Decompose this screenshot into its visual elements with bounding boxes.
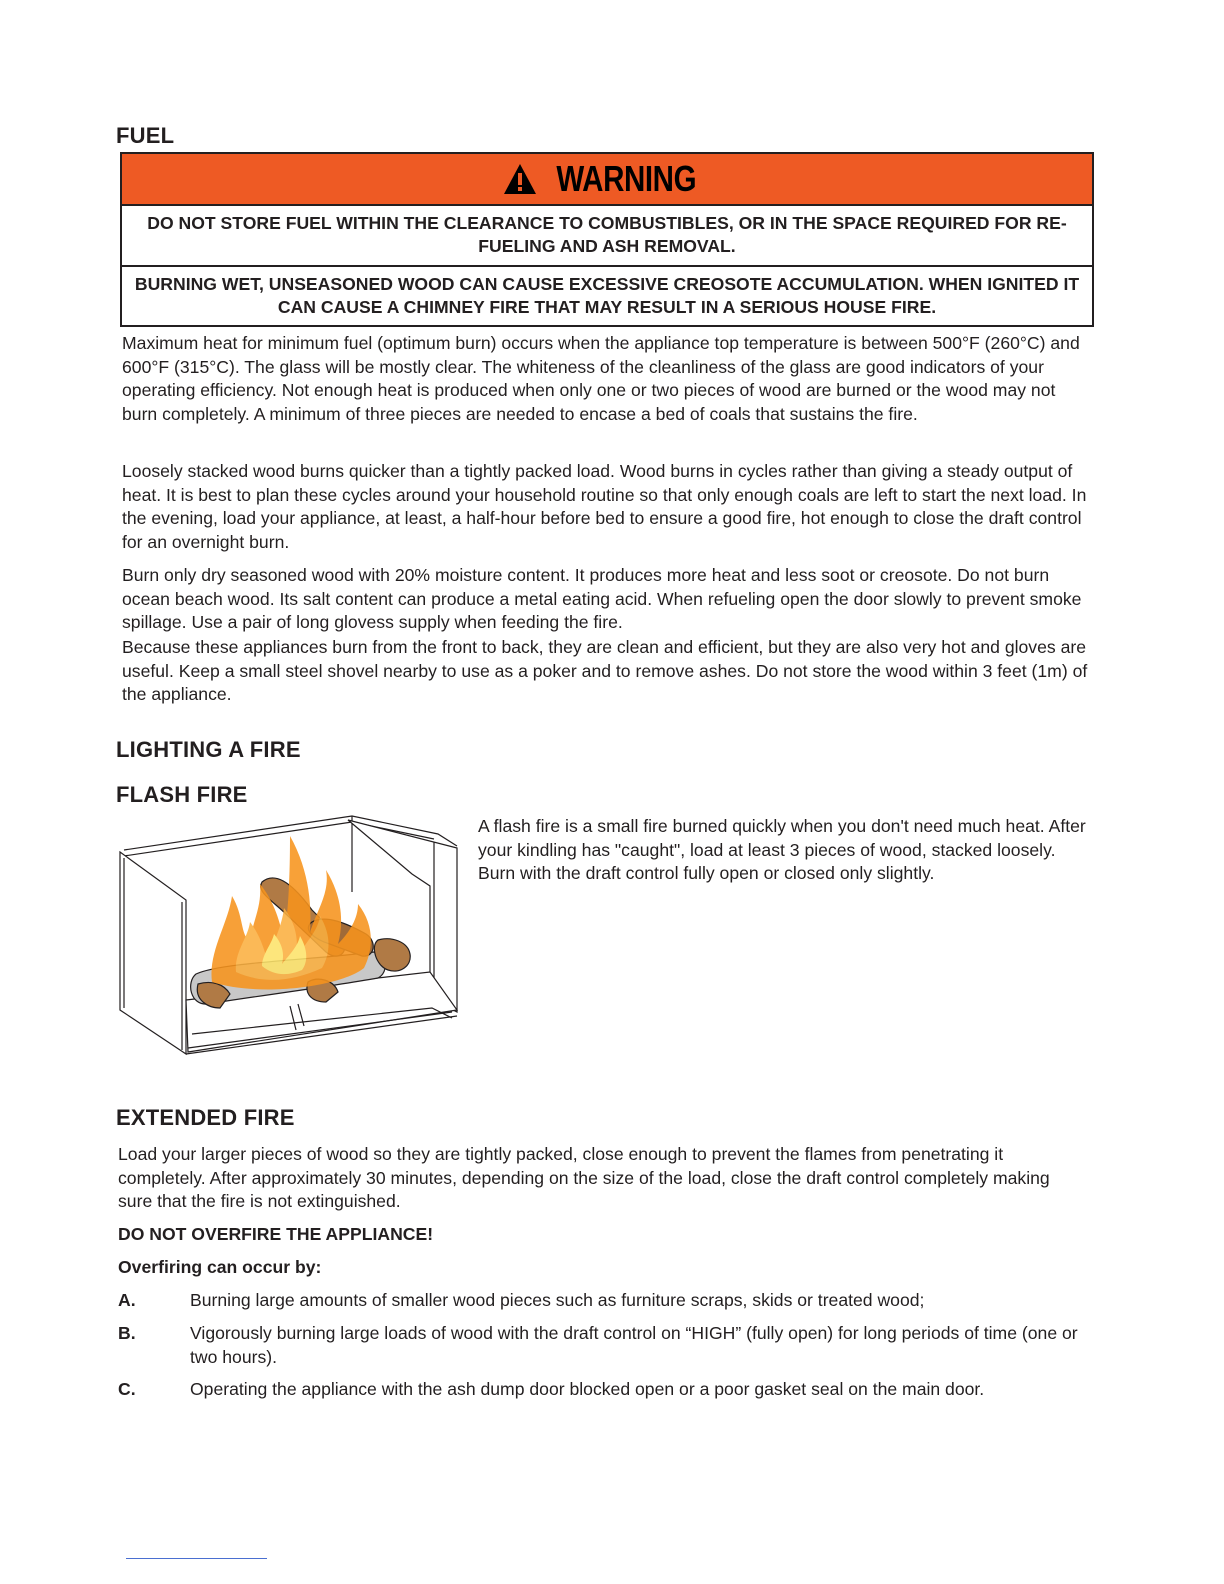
fuel-paragraph-1: Maximum heat for minimum fuel (optimum burn) occurs when the appliance top temperature is between 500°F (260°C) and 600°F (315°C). The glass will be mostly clear. The whiteness of the cleanliness of the glass are good indicators of your operating efficiency. Not enough heat is produced when only one or two pieces of wood are burned or the wood may not burn completely. A minimum of three pieces are needed to encase a bed of coals that sustains the fire. bbox=[122, 333, 1080, 424]
flash-fire-text: A flash fire is a small fire burned quickly when you don't need much heat. After your kindling has "caught", load at least 3 pieces of wood, stacked loosely. Burn with the draft control fully open or closed only slightly. bbox=[478, 816, 1086, 884]
fireplace-fire-icon bbox=[112, 812, 468, 1060]
extended-fire-heading: EXTENDED FIRE bbox=[116, 1105, 295, 1130]
list-item bbox=[118, 1378, 1098, 1404]
overfire-caution: DO NOT OVERFIRE THE APPLIANCE! bbox=[118, 1224, 434, 1244]
fuel-paragraph-4: Because these appliances burn from the front to back, they are clean and efficient, but they are also very hot and gloves are useful. Keep a small steel shovel nearby to use as a poker and to remove ashes. Do not store the wood within 3 feet (1m) of the appliance. bbox=[122, 637, 1088, 705]
list-item-letter: A. bbox=[118, 1290, 136, 1310]
warning-line-creosote: BURNING WET, UNSEASONED WOOD CAN CAUSE EXCESSIVE CREOSOTE ACCUMULATION. WHEN IGNITED IT CAN CAUSE A CHIMNEY FIRE THAT MAY RESULT IN A SERIOUS HOUSE FIRE. bbox=[134, 274, 1080, 317]
lighting-heading: LIGHTING A FIRE bbox=[116, 737, 301, 762]
list-item-text: Burning large amounts of smaller wood pieces such as furniture scraps, skids or treated wood; bbox=[190, 1290, 925, 1310]
list-item bbox=[118, 1289, 1098, 1315]
warning-line-storage: DO NOT STORE FUEL WITHIN THE CLEARANCE TO COMBUSTIBLES, OR IN THE SPACE REQUIRED FOR RE-FUELING AND ASH REMOVAL. bbox=[122, 206, 1092, 267]
list-item bbox=[118, 1322, 1098, 1372]
overfiring-label: Overfiring can occur by: bbox=[118, 1257, 322, 1277]
list-item-text: Operating the appliance with the ash dump door blocked open or a poor gasket seal on the main door. bbox=[190, 1379, 985, 1399]
footer-rule bbox=[126, 1558, 267, 1559]
fuel-heading: FUEL bbox=[116, 123, 175, 148]
list-item-letter: C. bbox=[118, 1379, 136, 1399]
extended-fire-text: Load your larger pieces of wood so they are tightly packed, close enough to prevent the flames from penetrating it completely. After approximately 30 minutes, depending on the size of the load, close the draft control completely making sure that the fire is not extinguished. bbox=[118, 1144, 1050, 1212]
warning-triangle-icon bbox=[503, 163, 537, 195]
warning-box bbox=[120, 152, 1094, 327]
fuel-paragraph-3: Burn only dry seasoned wood with 20% moisture content. It produces more heat and less soot or creosote. Do not burn ocean beach wood. Its salt content can produce a metal eating acid. When refueling open the door slowly to prevent smoke spillage. Use a pair of long glovess supply when feeding the fire. bbox=[122, 565, 1082, 633]
list-item-text: Vigorously burning large loads of wood with the draft control on “HIGH” (fully open) for long periods of time (one or two hours). bbox=[190, 1323, 1078, 1367]
list-item-letter: B. bbox=[118, 1323, 136, 1343]
warning-title: WARNING bbox=[556, 158, 696, 199]
fuel-paragraph-2: Loosely stacked wood burns quicker than a tightly packed load. Wood burns in cycles rather than giving a steady output of heat. It is best to plan these cycles around your household routine so that only enough coals are left to start the next load. In the evening, load your appliance, at least, a half-hour before bed to ensure a good fire, hot enough to close the draft control for an overnight burn. bbox=[122, 461, 1087, 552]
warning-header bbox=[122, 154, 1092, 206]
flash-fire-heading: FLASH FIRE bbox=[116, 782, 248, 807]
